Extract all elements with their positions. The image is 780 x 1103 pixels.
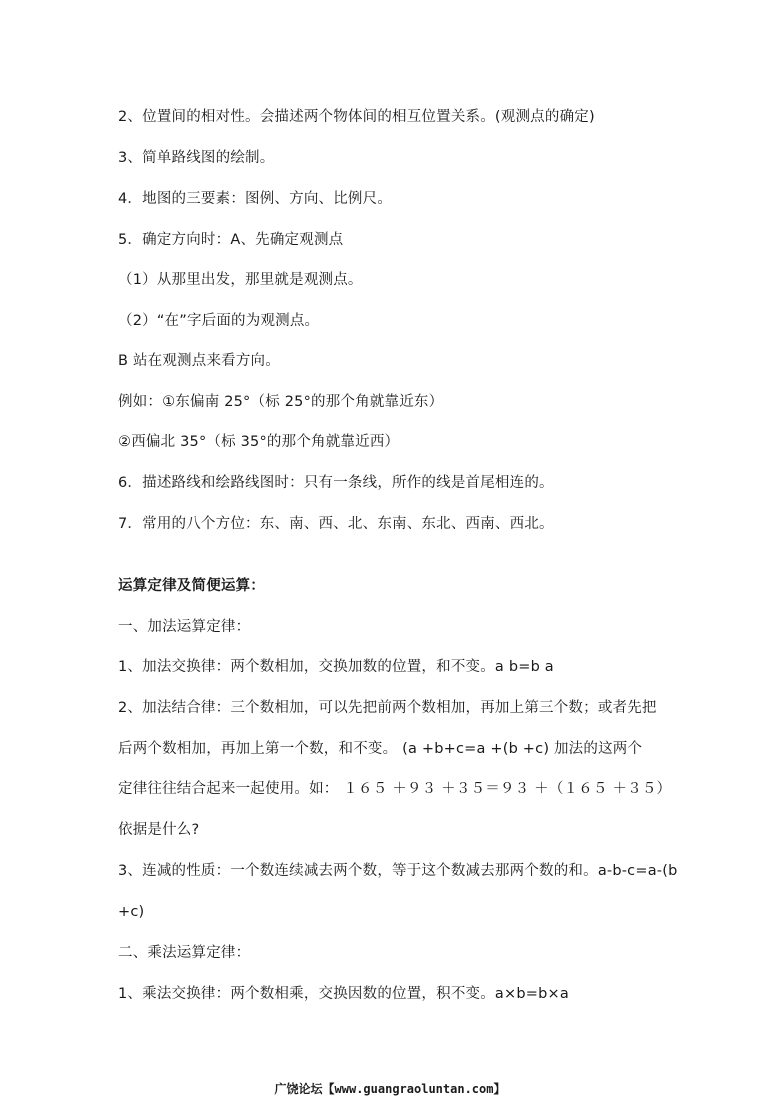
footer-url[interactable]: 【www.guangraoluntan.com】 [322,1082,506,1096]
text-line: 依据是什么? [118,822,200,838]
footer-site-name: 广饶论坛 [274,1082,323,1096]
text-line: 定律往往结合起来一起使用。如： １６５ ＋９３ ＋３５＝９３ ＋（１６５ ＋３５） [118,781,672,797]
text-line: （2）“在”字后面的为观测点。 [118,313,320,329]
subsection-heading: 一、加法运算定律： [118,619,251,635]
text-line: 2、加法结合律：三个数相加，可以先把前两个数相加，再加上第三个数；或者先把 [118,700,657,716]
text-line: 例如：①东偏南 25°（标 25°的那个角就靠近东） [118,394,444,410]
text-line: 后两个数相加，再加上第一个数，和不变。 (a +b+c=a +(b +c) 加法的这两个 [118,741,643,757]
text-line: 7．常用的八个方位：东、南、西、北、东南、东北、西南、西北。 [118,516,554,532]
text-line: 4．地图的三要素：图例、方向、比例尺。 [118,191,393,207]
text-line: 6．描述路线和绘路线图时：只有一条线，所作的线是首尾相连的。 [118,475,554,491]
text-line: ②西偏北 35°（标 35°的那个角就靠近西） [118,434,400,450]
text-line: B 站在观测点来看方向。 [118,353,280,369]
text-line: 3、简单路线图的绘制。 [118,150,275,166]
text-line: 1、乘法交换律：两个数相乘，交换因数的位置，积不变。a×b=b×a [118,986,569,1002]
text-line: 2、位置间的相对性。会描述两个物体间的相互位置关系。(观测点的确定) [118,109,595,125]
text-line: 3、连减的性质：一个数连续减去两个数，等于这个数减去那两个数的和。a-b-c=a-(b [118,863,678,879]
text-line: 1、加法交换律：两个数相加，交换加数的位置，和不变。a b=b a [118,659,554,675]
page-footer [0,1081,780,1097]
text-line: （1）从那里出发，那里就是观测点。 [118,272,363,288]
section-heading: 运算定律及简便运算： [118,578,265,594]
subsection-heading: 二、乘法运算定律： [118,945,251,961]
text-line: 5．确定方向时：A、先确定观测点 [118,232,344,248]
text-line: +c) [118,904,145,920]
